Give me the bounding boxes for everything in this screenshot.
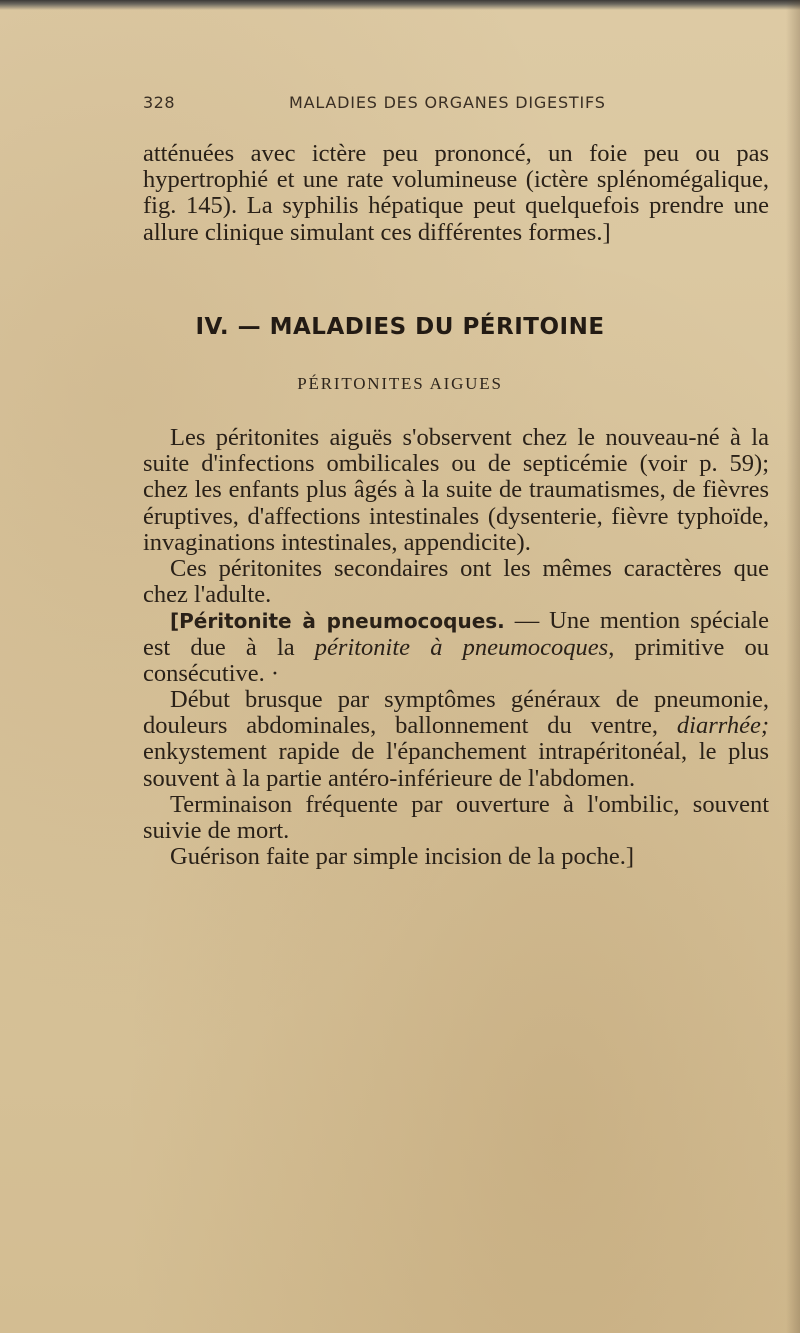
running-title: MALADIES DES ORGANES DIGESTIFS [289, 93, 606, 112]
italic-term: péritonite à pneumocoques [314, 633, 609, 661]
paragraph-cure: Guérison faite par simple incision de la poche.] [170, 843, 634, 871]
paragraph-termination: Terminaison fréquente par ouverture à l'ombilic, souvent suivie de mort. [143, 790, 769, 845]
paragraph-pneumococcal [143, 608, 769, 687]
paragraph-text: — Une mention spéciale est due à la [143, 607, 769, 661]
page-right-edge [786, 0, 800, 1333]
paragraph-text: Début brusque par symptômes généraux de pneumonie, douleurs abdominales, ballonnement du ventre, [143, 686, 769, 740]
paragraph-secondary: Ces péritonites secondaires ont les mêmes caractères que chez l'adulte. [143, 555, 769, 609]
page-top-edge [0, 0, 800, 10]
running-header [143, 93, 663, 119]
paragraph-lead: [Péritonite à pneumocoques. [170, 609, 505, 634]
continuation-block [143, 141, 769, 246]
section-title: IV. — MALADIES DU PÉRITOINE [195, 314, 605, 340]
paragraph-text: , primitive ou consécutive. · [143, 633, 769, 687]
continuation-paragraph: atténuées avec ictère peu prononcé, un foie peu ou pas hypertrophié et une rate volumineuse (ictère splénomégalique, fig. 145). La syphilis hépatique peut quelquefois prendre une allure clinique simulant ces différentes formes.] [143, 140, 769, 246]
paragraph-intro: Les péritonites aiguës s'observent chez le nouveau-né à la suite d'infections ombilicales ou de septicémie (voir p. 59); chez les enfants plus âgés à la suite de traumatismes, de fièvres éruptives, d'affections intestinales (dysenterie, fièvre typhoïde, invaginations intestinales, appendicite). [143, 424, 769, 556]
subsection-title: PÉRITONITES AIGUES [297, 374, 503, 393]
paragraph-text: enkystement rapide de l'épanchement intrapéritonéal, le plus souvent à la partie antéro-inférieure de l'abdomen. [143, 738, 769, 792]
body-text [143, 425, 769, 870]
page-number: 328 [143, 93, 176, 112]
italic-term: diarrhée; [676, 712, 769, 740]
paragraph-onset [143, 687, 769, 792]
